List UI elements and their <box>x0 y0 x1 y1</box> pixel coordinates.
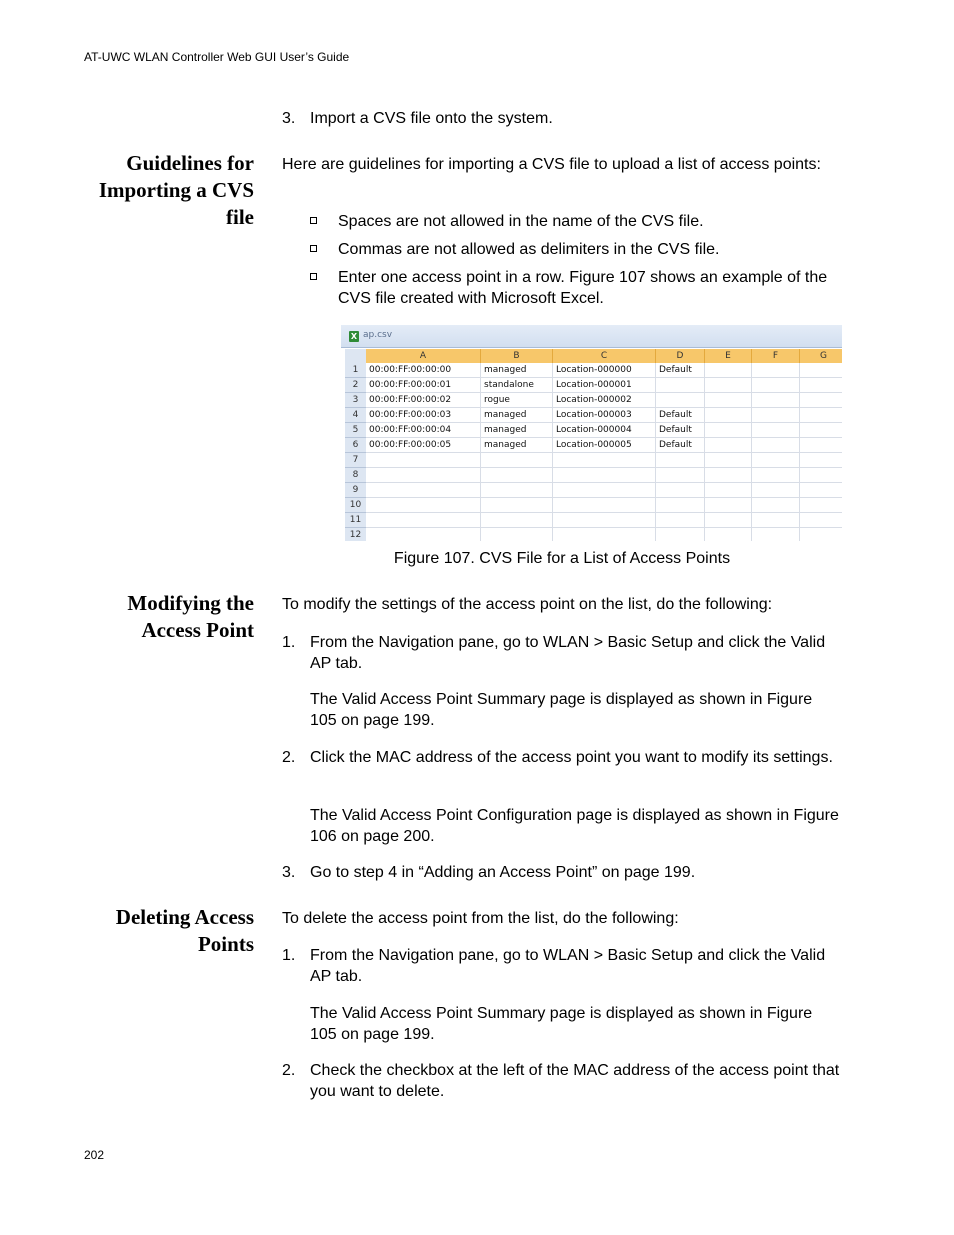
spreadsheet-cell <box>800 513 842 528</box>
step-note: The Valid Access Point Summary page is displayed as shown in Figure 105 on page 199. <box>310 691 813 729</box>
spreadsheet-cell <box>705 438 752 453</box>
heading-line: Guidelines for <box>126 151 254 175</box>
step-text: Go to step 4 in “Adding an Access Point” on page 199. <box>310 864 696 881</box>
spreadsheet-cell <box>705 528 752 541</box>
spreadsheet-cell <box>481 528 553 541</box>
heading-line: Importing a CVS <box>98 178 254 202</box>
row-header: 2 <box>345 378 366 393</box>
spreadsheet-cell <box>656 528 705 541</box>
spreadsheet-cell <box>656 513 705 528</box>
spreadsheet-cell <box>752 363 800 378</box>
spreadsheet-cell: Location-000001 <box>553 378 656 393</box>
spreadsheet-cell <box>553 513 656 528</box>
figure-caption: Figure 107. CVS File for a List of Access Points <box>393 550 731 567</box>
square-bullet-icon <box>310 245 317 252</box>
step-text: From the Navigation pane, go to WLAN > Basic Setup and click the Valid AP tab. <box>310 634 826 672</box>
step-note: The Valid Access Point Configuration page is displayed as shown in Figure 106 on page 200. <box>310 807 839 845</box>
spreadsheet-cell <box>800 378 842 393</box>
column-header: E <box>705 349 752 363</box>
spreadsheet-cell <box>481 468 553 483</box>
spreadsheet-cell: managed <box>481 363 553 378</box>
spreadsheet-cell <box>705 483 752 498</box>
step-number: 2. <box>282 749 296 766</box>
spreadsheet-cell <box>656 468 705 483</box>
column-header: F <box>752 349 800 363</box>
guideline-bullet <box>310 211 842 232</box>
modifying-heading <box>60 590 254 644</box>
spreadsheet-cell <box>366 513 481 528</box>
spreadsheet-cell <box>752 378 800 393</box>
spreadsheet-filename: ap.csv <box>363 330 393 340</box>
spreadsheet-cell <box>553 528 656 541</box>
bullet-text: Enter one access point in a row. Figure 107 shows an example of the CVS file created with Microsoft Excel. <box>338 269 828 307</box>
spreadsheet-cell <box>705 423 752 438</box>
row-header: 1 <box>345 363 366 378</box>
spreadsheet-cell <box>481 513 553 528</box>
spreadsheet-cell <box>752 453 800 468</box>
intro-step <box>282 108 842 129</box>
spreadsheet-cell: Default <box>656 363 705 378</box>
spreadsheet-cell <box>705 393 752 408</box>
spreadsheet-cell <box>656 498 705 513</box>
spreadsheet-cell: 00:00:FF:00:00:00 <box>366 363 481 378</box>
row-header: 11 <box>345 513 366 528</box>
row-header: 9 <box>345 483 366 498</box>
spreadsheet-cell <box>705 378 752 393</box>
spreadsheet-cell <box>800 468 842 483</box>
spreadsheet-cell: Location-000005 <box>553 438 656 453</box>
step-number: 3. <box>282 864 296 881</box>
step-number: 1. <box>282 634 296 651</box>
spreadsheet-cell <box>752 513 800 528</box>
spreadsheet-cell <box>481 498 553 513</box>
row-header: 8 <box>345 468 366 483</box>
spreadsheet-cell: 00:00:FF:00:00:04 <box>366 423 481 438</box>
row-header: 4 <box>345 408 366 423</box>
spreadsheet-cell: Location-000000 <box>553 363 656 378</box>
deleting-step <box>282 1060 842 1102</box>
row-header: 7 <box>345 453 366 468</box>
spreadsheet-cell <box>553 453 656 468</box>
step-number: 3. <box>282 110 296 127</box>
row-header: 10 <box>345 498 366 513</box>
modifying-step <box>282 747 842 768</box>
heading-line: Modifying the <box>127 591 254 615</box>
spreadsheet-cell <box>800 528 842 541</box>
spreadsheet-cell <box>705 468 752 483</box>
spreadsheet-cell: 00:00:FF:00:00:01 <box>366 378 481 393</box>
spreadsheet-cell: 00:00:FF:00:00:02 <box>366 393 481 408</box>
spreadsheet-cell <box>800 483 842 498</box>
guideline-bullet <box>310 239 842 260</box>
bullet-text: Commas are not allowed as delimiters in the CVS file. <box>338 241 720 258</box>
column-header: G <box>800 349 842 363</box>
spreadsheet-cell <box>800 363 842 378</box>
spreadsheet-cell: Default <box>656 408 705 423</box>
spreadsheet-cell <box>366 468 481 483</box>
spreadsheet-cell <box>800 453 842 468</box>
spreadsheet-cell: Default <box>656 438 705 453</box>
spreadsheet-cell <box>752 483 800 498</box>
step-note: The Valid Access Point Summary page is displayed as shown in Figure 105 on page 199. <box>310 1005 813 1043</box>
page-number: 202 <box>84 1148 105 1162</box>
spreadsheet-cell <box>800 408 842 423</box>
spreadsheet-cell <box>705 408 752 423</box>
row-header: 5 <box>345 423 366 438</box>
step-text: Check the checkbox at the left of the MAC address of the access point that you want to delete. <box>310 1062 840 1100</box>
heading-line: Deleting Access <box>115 905 254 929</box>
spreadsheet-cell <box>800 438 842 453</box>
spreadsheet-cell <box>705 363 752 378</box>
running-header: AT-UWC WLAN Controller Web GUI User’s Guide <box>84 50 350 64</box>
step-number: 2. <box>282 1062 296 1079</box>
guidelines-intro: Here are guidelines for importing a CVS file to upload a list of access points: <box>282 156 821 173</box>
spreadsheet-cell: managed <box>481 423 553 438</box>
spreadsheet-cell <box>656 393 705 408</box>
spreadsheet-cell <box>656 453 705 468</box>
step-number: 1. <box>282 947 296 964</box>
spreadsheet-cell <box>366 498 481 513</box>
deleting-step <box>282 945 842 987</box>
spreadsheet-cell: 00:00:FF:00:00:05 <box>366 438 481 453</box>
column-header: C <box>553 349 656 363</box>
square-bullet-icon <box>310 217 317 224</box>
spreadsheet-cell: managed <box>481 408 553 423</box>
spreadsheet-cell <box>752 468 800 483</box>
spreadsheet-cell <box>366 483 481 498</box>
spreadsheet-cell <box>752 528 800 541</box>
modifying-step <box>282 632 842 674</box>
bullet-text: Spaces are not allowed in the name of the CVS file. <box>338 213 704 230</box>
spreadsheet-cell: managed <box>481 438 553 453</box>
step-text: Import a CVS file onto the system. <box>310 110 553 127</box>
spreadsheet-cell: standalone <box>481 378 553 393</box>
spreadsheet-title-bar <box>341 325 842 348</box>
column-header: A <box>366 349 481 363</box>
spreadsheet-cell <box>800 393 842 408</box>
select-all-corner <box>345 349 367 363</box>
spreadsheet-cell <box>752 498 800 513</box>
deleting-intro: To delete the access point from the list, do the following: <box>282 910 679 927</box>
spreadsheet-cell: 00:00:FF:00:00:03 <box>366 408 481 423</box>
spreadsheet-cell <box>705 513 752 528</box>
spreadsheet-cell <box>752 393 800 408</box>
row-header: 12 <box>345 528 366 541</box>
spreadsheet-cell <box>553 498 656 513</box>
spreadsheet-cell: Default <box>656 423 705 438</box>
column-header: B <box>481 349 553 363</box>
spreadsheet-cell <box>752 438 800 453</box>
row-header: 3 <box>345 393 366 408</box>
excel-file-icon: X <box>350 332 358 341</box>
modifying-step <box>282 862 842 883</box>
spreadsheet-cell: Location-000004 <box>553 423 656 438</box>
spreadsheet-cell <box>705 498 752 513</box>
spreadsheet-cell <box>366 528 481 541</box>
heading-line: Points <box>197 932 254 956</box>
square-bullet-icon <box>310 273 317 280</box>
spreadsheet-cell: Location-000002 <box>553 393 656 408</box>
spreadsheet-cell <box>656 483 705 498</box>
modifying-intro: To modify the settings of the access point on the list, do the following: <box>282 596 773 613</box>
spreadsheet-cell <box>553 468 656 483</box>
deleting-heading <box>60 904 254 958</box>
spreadsheet-cell: rogue <box>481 393 553 408</box>
spreadsheet-cell <box>481 453 553 468</box>
column-header: D <box>656 349 705 363</box>
step-text: Click the MAC address of the access point you want to modify its settings. <box>310 749 833 766</box>
spreadsheet-cell: Location-000003 <box>553 408 656 423</box>
spreadsheet-cell <box>481 483 553 498</box>
spreadsheet-cell <box>553 483 656 498</box>
spreadsheet-cell <box>800 423 842 438</box>
step-text: From the Navigation pane, go to WLAN > Basic Setup and click the Valid AP tab. <box>310 947 826 985</box>
spreadsheet-cell <box>752 423 800 438</box>
row-header: 6 <box>345 438 366 453</box>
spreadsheet-cell <box>800 498 842 513</box>
heading-line: file <box>226 205 254 229</box>
spreadsheet-cell <box>366 453 481 468</box>
guideline-bullet <box>310 267 842 309</box>
heading-line: Access Point <box>141 618 254 642</box>
spreadsheet-screenshot <box>341 325 842 541</box>
spreadsheet-cell <box>752 408 800 423</box>
guidelines-heading <box>60 150 254 231</box>
spreadsheet-cell <box>705 453 752 468</box>
spreadsheet-cell <box>656 378 705 393</box>
